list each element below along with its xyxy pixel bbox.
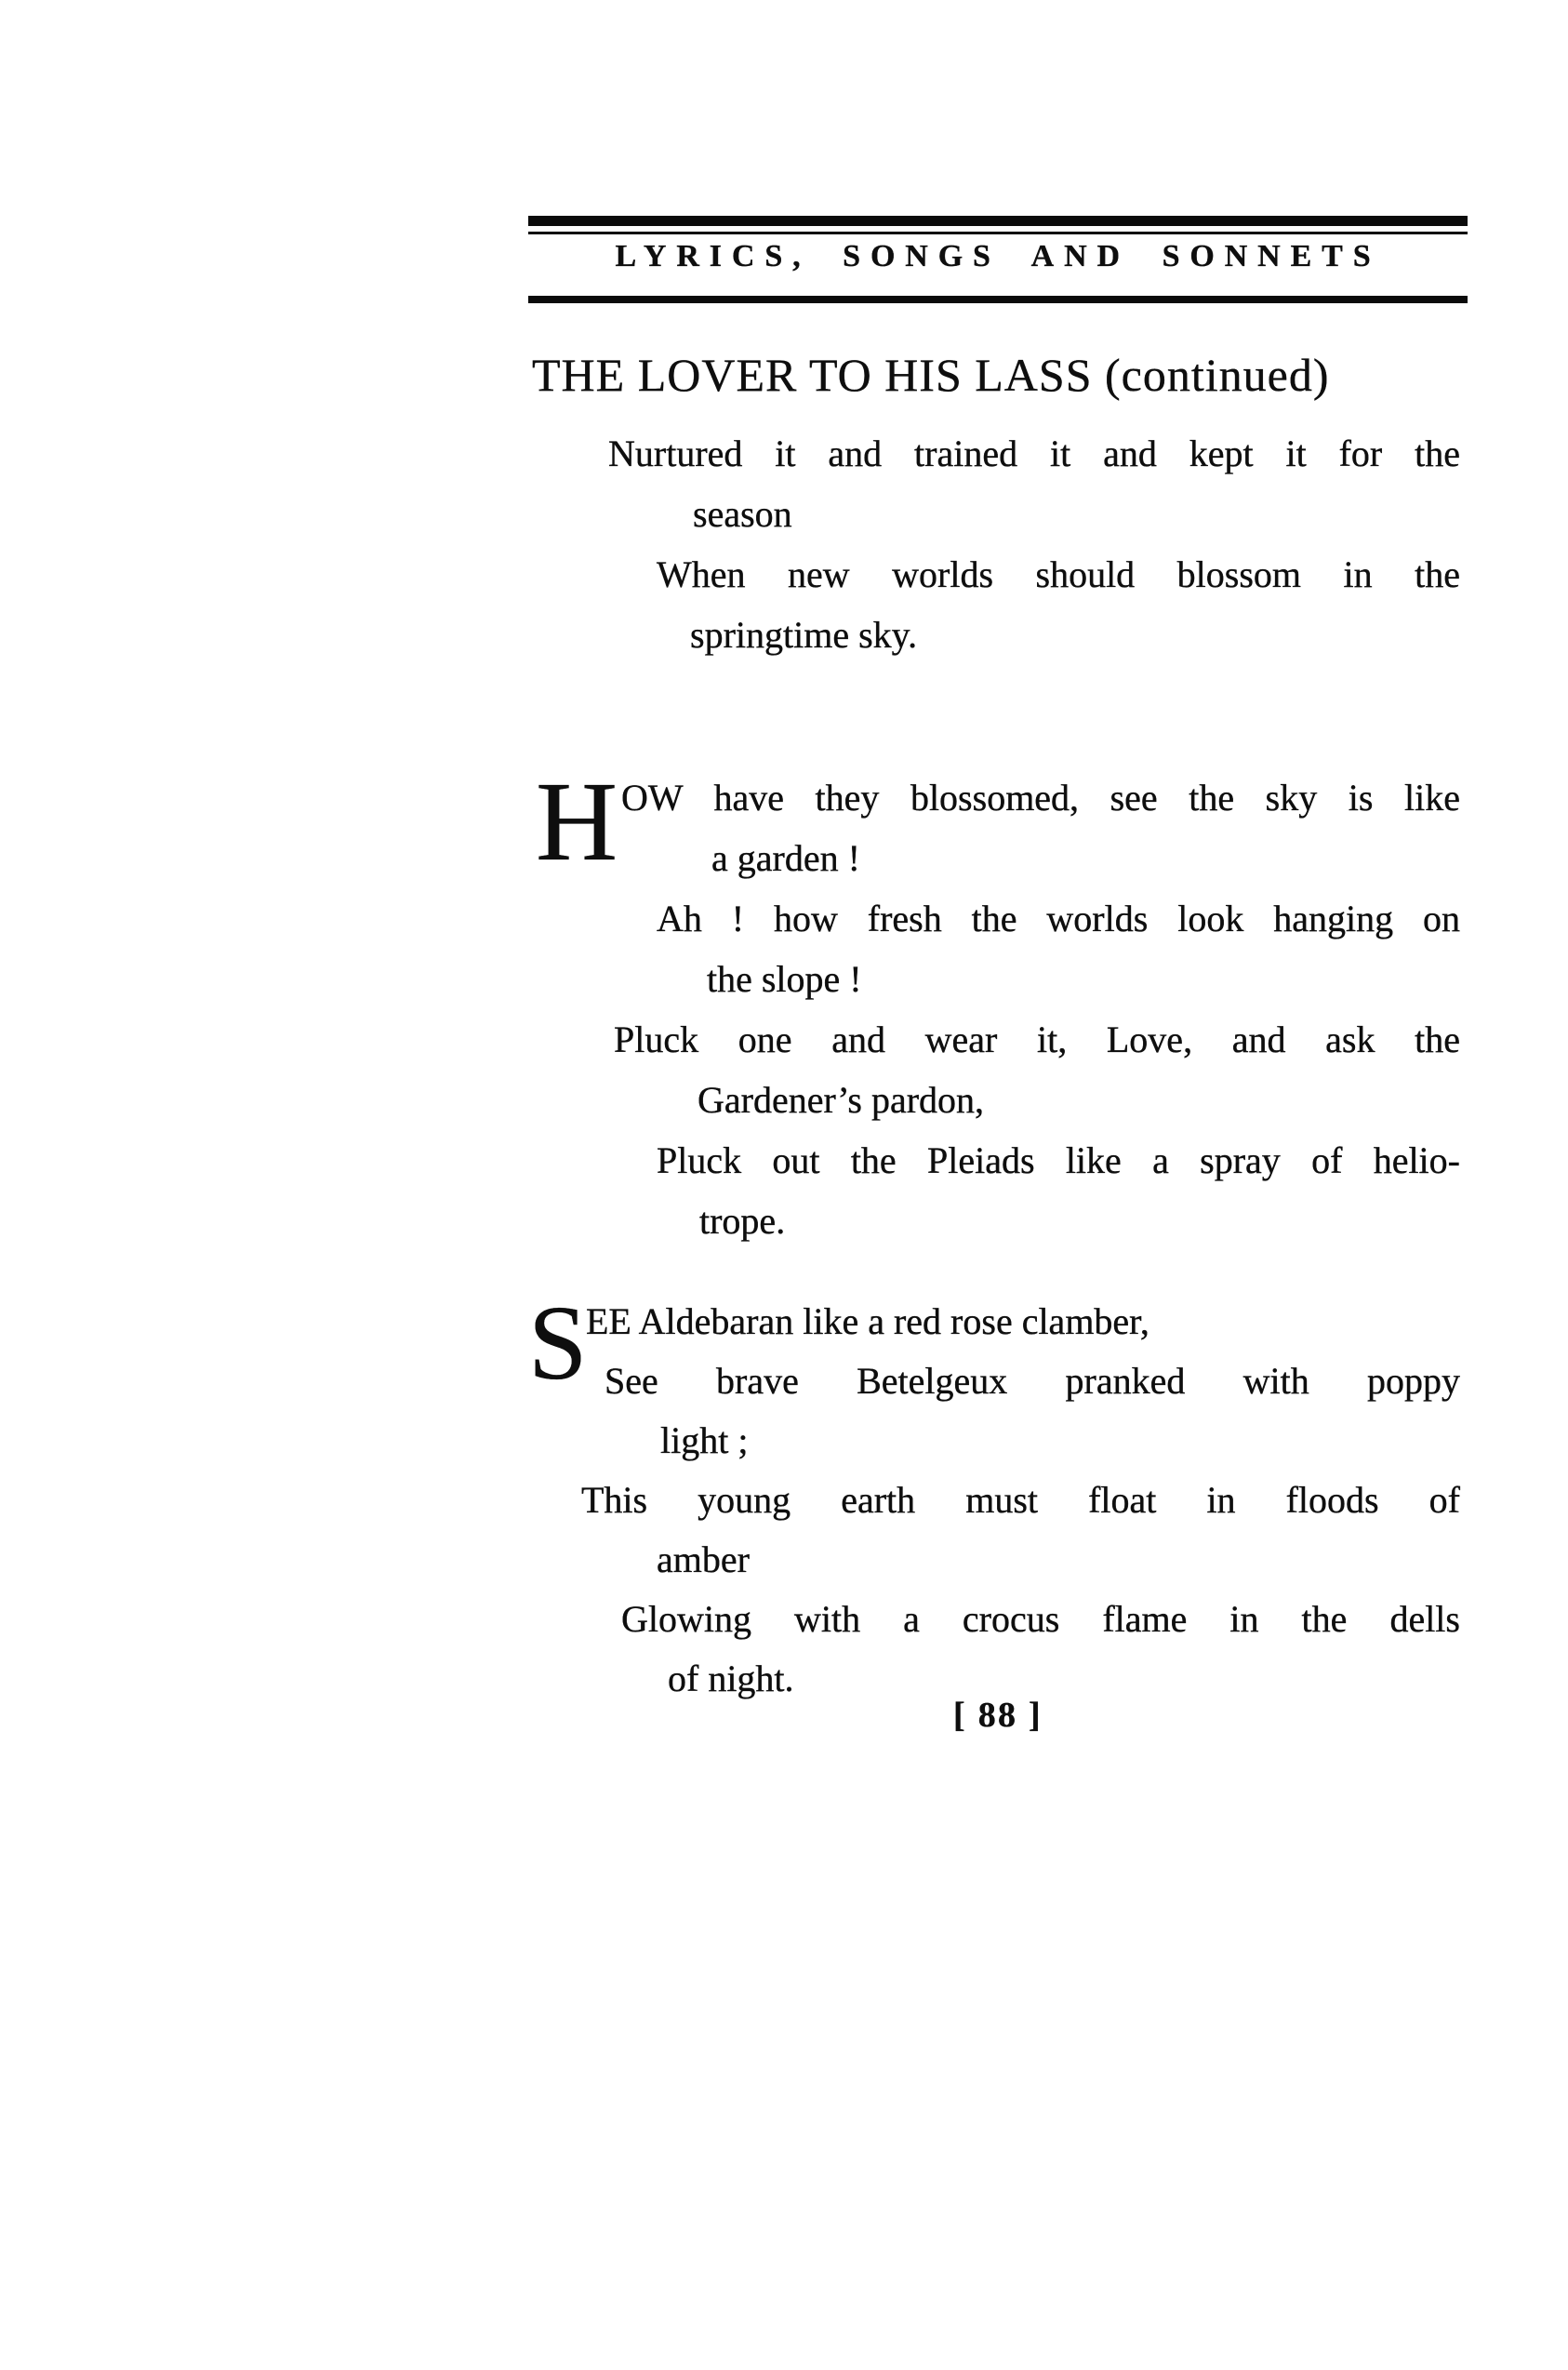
poem-line: OW have they blossomed, see the sky is like <box>621 777 1460 819</box>
poem-title: THE LOVER TO HIS LASS (continued) <box>532 349 1330 401</box>
poem-line: See brave Betelgeux pranked with poppy <box>605 1360 1460 1402</box>
poem-line: EE Aldebaran like a red rose clamber, <box>586 1300 1149 1342</box>
drop-cap-s: S <box>528 1284 588 1402</box>
poem-line: of night. <box>668 1658 794 1699</box>
poem-line: Glowing with a crocus flame in the dells <box>621 1598 1460 1640</box>
poem-line: Pluck one and wear it, Love, and ask the <box>614 1019 1460 1060</box>
poem-line: When new worlds should blossom in the <box>657 553 1460 595</box>
running-title: LYRICS, SONGS AND SONNETS <box>615 239 1381 273</box>
poem-line: springtime sky. <box>690 614 918 656</box>
poem-line: trope. <box>699 1200 786 1242</box>
header-rule-thin <box>528 232 1468 234</box>
header-rule-bottom <box>528 296 1468 303</box>
poem-line: Nurtured it and trained it and kept it for the <box>608 433 1460 474</box>
poem-line: a garden ! <box>711 837 860 879</box>
drop-cap-h: H <box>536 759 618 885</box>
poem-line: Gardener’s pardon, <box>698 1079 985 1121</box>
header-rule-thick <box>528 216 1468 226</box>
page-number: [ 88 ] <box>953 1696 1043 1735</box>
poem-line: This young earth must float in floods of <box>581 1479 1460 1521</box>
poem-line: light ; <box>660 1419 749 1461</box>
poem-line: the slope ! <box>707 958 862 1000</box>
poem-line: Pluck out the Pleiads like a spray of helio- <box>657 1139 1460 1181</box>
poem-line: amber <box>657 1538 750 1580</box>
poem-line: season <box>693 493 792 535</box>
poem-line: Ah ! how fresh the worlds look hanging on <box>657 898 1460 939</box>
